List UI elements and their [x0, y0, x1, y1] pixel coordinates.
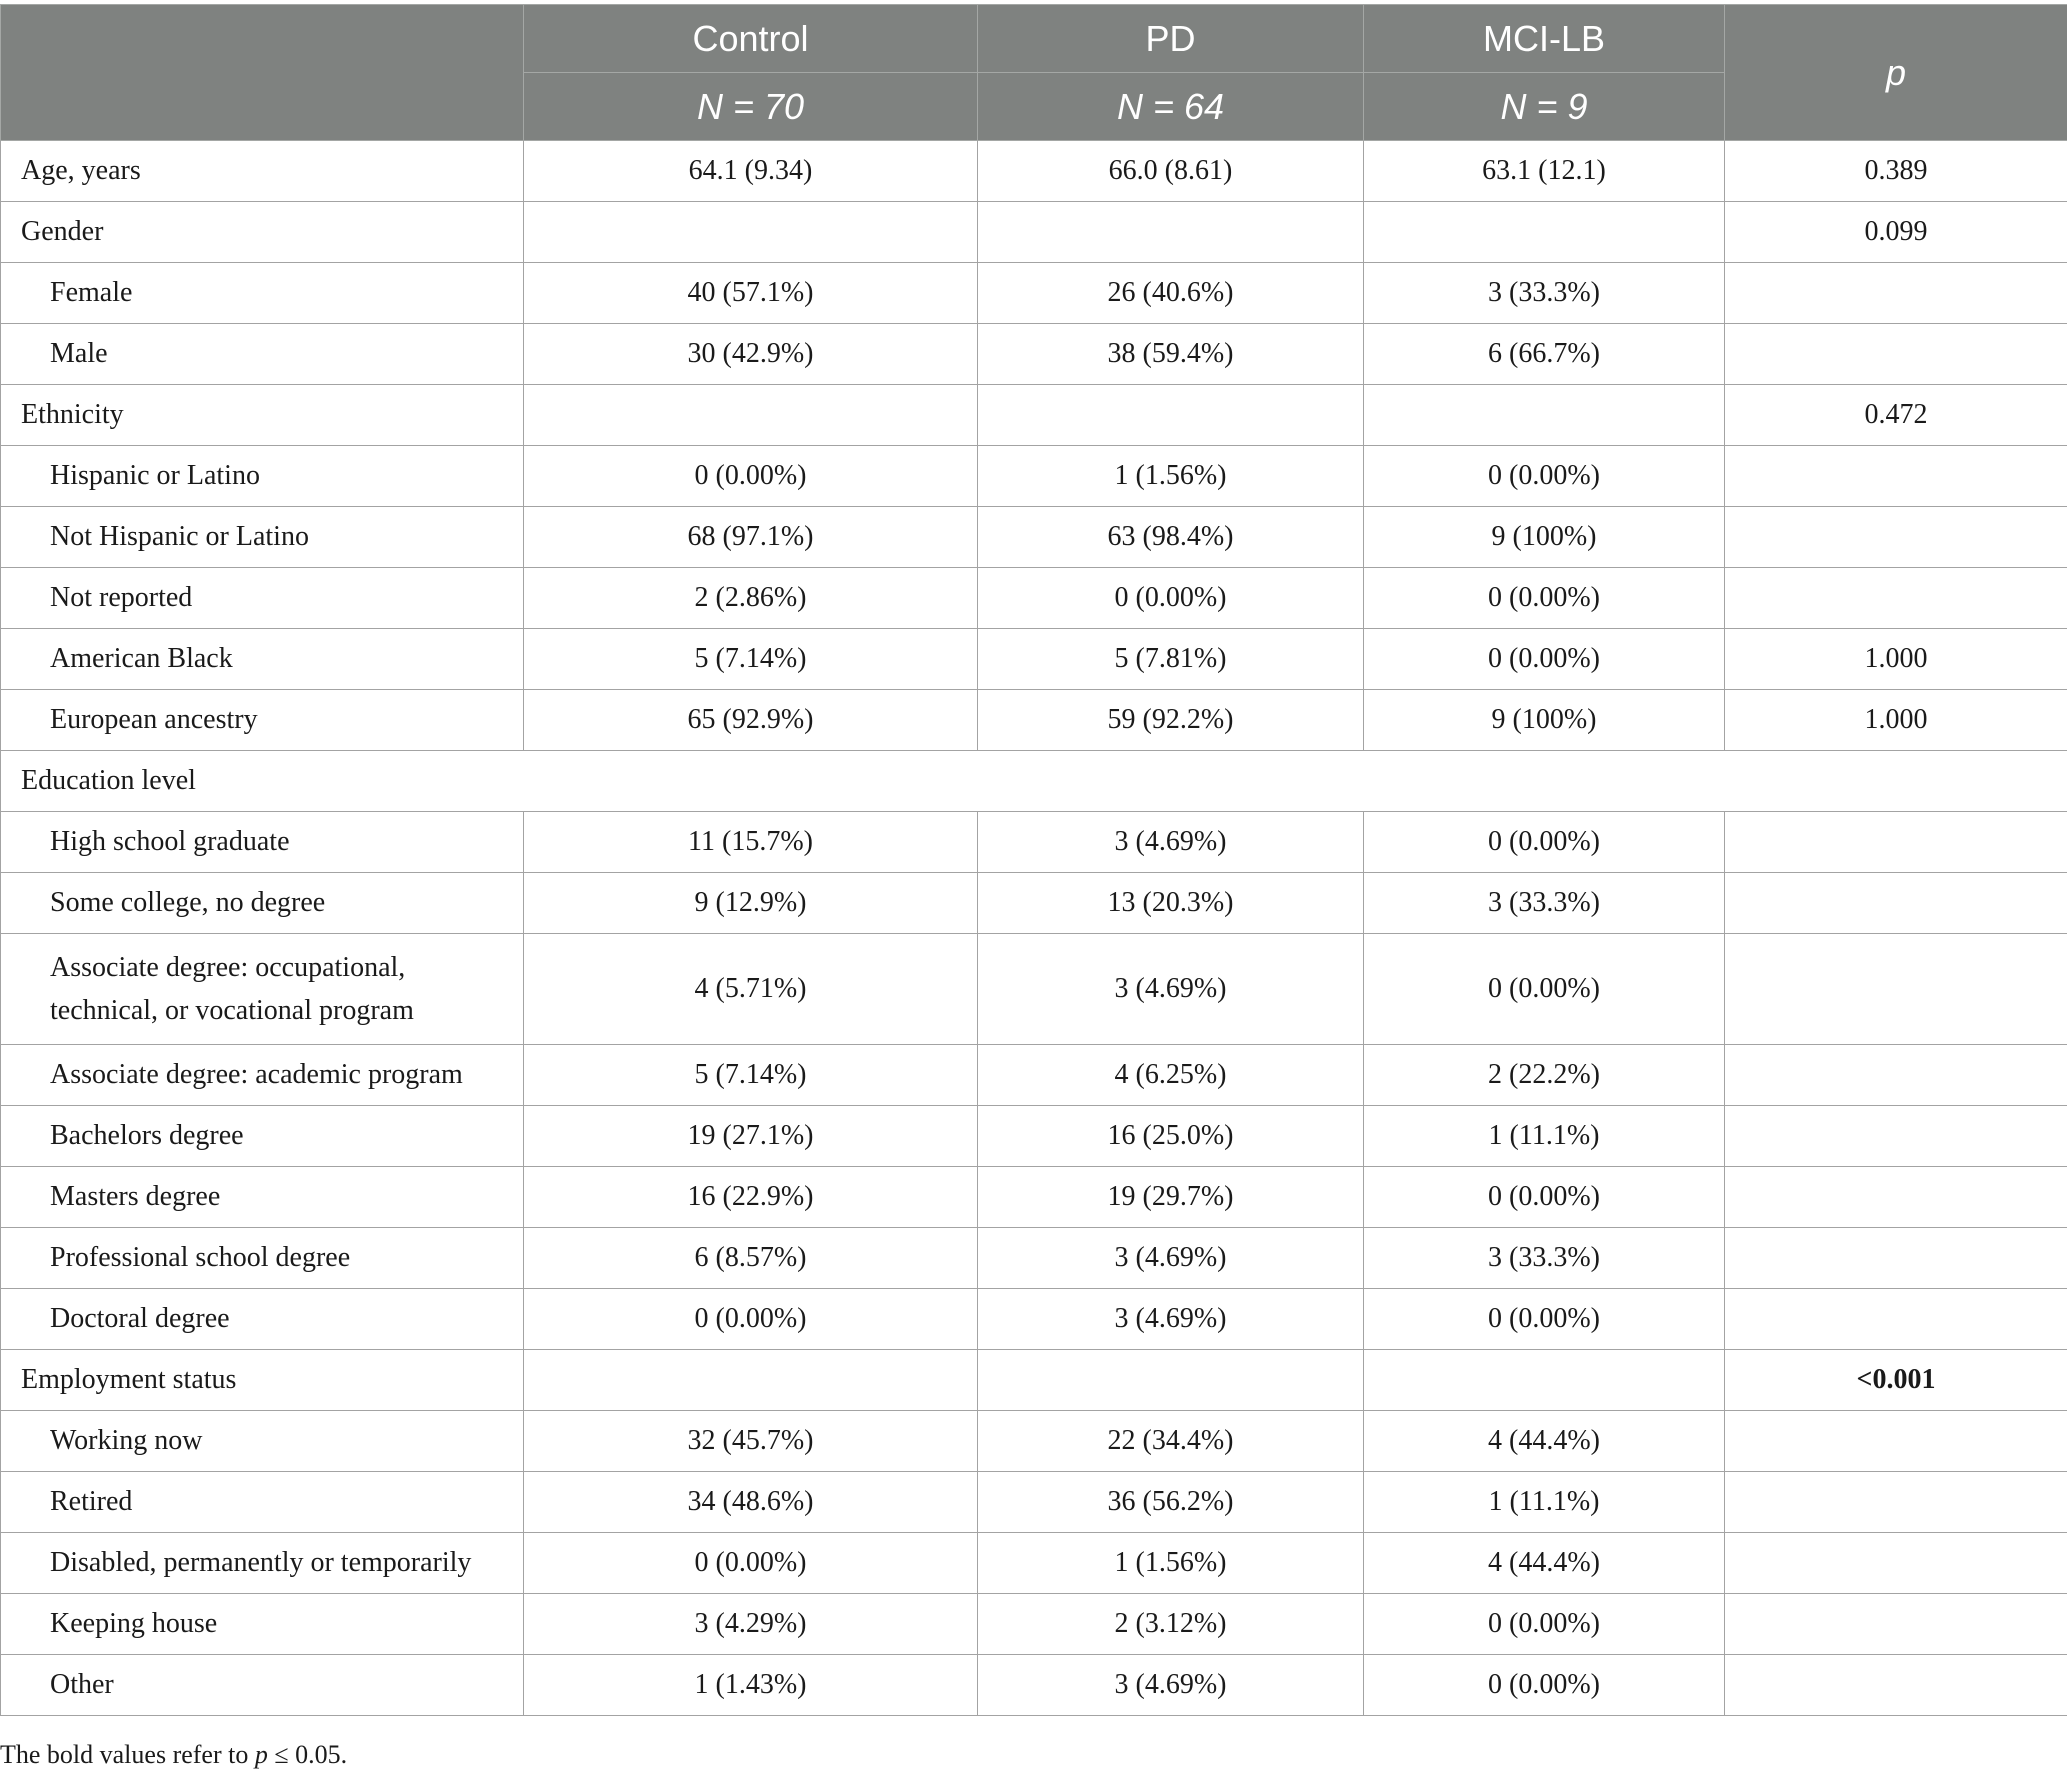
cell-control: 16 (22.9%): [524, 1167, 978, 1228]
header-corner-cell: [1, 5, 524, 141]
row-label: Professional school degree: [1, 1228, 524, 1289]
cell-control: [524, 202, 978, 263]
cell-mci-lb: 0 (0.00%): [1364, 446, 1725, 507]
header-n-pd: N = 64: [978, 73, 1364, 141]
row-label: Masters degree: [1, 1167, 524, 1228]
cell-p-value: [1725, 1411, 2067, 1472]
table-row: [1, 1472, 2067, 1533]
cell-pd: 59 (92.2%): [978, 690, 1364, 751]
cell-pd: 3 (4.69%): [978, 1655, 1364, 1716]
cell-pd: 36 (56.2%): [978, 1472, 1364, 1533]
cell-p-value: [1725, 812, 2067, 873]
table-row: [1, 263, 2067, 324]
footnote-text-end: ≤ 0.05.: [267, 1740, 348, 1769]
cell-p-value: 1.000: [1725, 629, 2067, 690]
table-row: [1, 385, 2067, 446]
table-row: [1, 507, 2067, 568]
cell-control: [524, 385, 978, 446]
table-row: [1, 141, 2067, 202]
table-row: [1, 1655, 2067, 1716]
table-row: [1, 446, 2067, 507]
cell-control: 40 (57.1%): [524, 263, 978, 324]
cell-control: 65 (92.9%): [524, 690, 978, 751]
cell-p-value: [1725, 1045, 2067, 1106]
cell-mci-lb: 0 (0.00%): [1364, 934, 1725, 1045]
cell-mci-lb: 3 (33.3%): [1364, 873, 1725, 934]
cell-pd: 63 (98.4%): [978, 507, 1364, 568]
table-row: [1, 1289, 2067, 1350]
cell-pd: [978, 385, 1364, 446]
cell-mci-lb: [1364, 385, 1725, 446]
cell-pd: [978, 1350, 1364, 1411]
table-row: [1, 1045, 2067, 1106]
row-label: Associate degree: academic program: [1, 1045, 524, 1106]
cell-mci-lb: [1364, 202, 1725, 263]
cell-p-value: <0.001: [1725, 1350, 2067, 1411]
cell-mci-lb: 0 (0.00%): [1364, 629, 1725, 690]
row-label: Education level: [1, 751, 2067, 812]
cell-control: 32 (45.7%): [524, 1411, 978, 1472]
cell-mci-lb: 63.1 (12.1): [1364, 141, 1725, 202]
row-label: [1, 934, 524, 1045]
cell-pd: 3 (4.69%): [978, 812, 1364, 873]
cell-control: 3 (4.29%): [524, 1594, 978, 1655]
cell-pd: 19 (29.7%): [978, 1167, 1364, 1228]
cell-control: 4 (5.71%): [524, 934, 978, 1045]
cell-control: 34 (48.6%): [524, 1472, 978, 1533]
cell-p-value: [1725, 1289, 2067, 1350]
cell-control: 0 (0.00%): [524, 1533, 978, 1594]
header-mci-lb: MCI-LB: [1364, 5, 1725, 73]
footnote-text-start: The bold values refer to: [0, 1740, 255, 1769]
row-label: Disabled, permanently or temporarily: [1, 1533, 524, 1594]
table-row: [1, 1106, 2067, 1167]
row-label: European ancestry: [1, 690, 524, 751]
cell-mci-lb: 4 (44.4%): [1364, 1533, 1725, 1594]
demographics-table: [0, 4, 2067, 1716]
table-row: [1, 1350, 2067, 1411]
row-label-line: technical, or vocational program: [50, 995, 414, 1026]
cell-control: 30 (42.9%): [524, 324, 978, 385]
cell-pd: 66.0 (8.61): [978, 141, 1364, 202]
row-label: American Black: [1, 629, 524, 690]
row-label: Age, years: [1, 141, 524, 202]
cell-mci-lb: [1364, 1350, 1725, 1411]
cell-pd: 0 (0.00%): [978, 568, 1364, 629]
cell-control: 68 (97.1%): [524, 507, 978, 568]
cell-p-value: [1725, 1106, 2067, 1167]
cell-pd: 3 (4.69%): [978, 1289, 1364, 1350]
table-row: [1, 324, 2067, 385]
row-label: Keeping house: [1, 1594, 524, 1655]
cell-mci-lb: 4 (44.4%): [1364, 1411, 1725, 1472]
cell-p-value: 0.472: [1725, 385, 2067, 446]
table-row: [1, 690, 2067, 751]
cell-mci-lb: 0 (0.00%): [1364, 1289, 1725, 1350]
table-row: [1, 1594, 2067, 1655]
row-label: Male: [1, 324, 524, 385]
cell-mci-lb: 0 (0.00%): [1364, 1594, 1725, 1655]
cell-p-value: [1725, 568, 2067, 629]
cell-pd: 22 (34.4%): [978, 1411, 1364, 1472]
table-row: [1, 873, 2067, 934]
table-row: [1, 1533, 2067, 1594]
cell-pd: 26 (40.6%): [978, 263, 1364, 324]
demographics-table-container: [0, 4, 2067, 1716]
cell-control: 2 (2.86%): [524, 568, 978, 629]
cell-mci-lb: 1 (11.1%): [1364, 1472, 1725, 1533]
header-n-control: N = 70: [524, 73, 978, 141]
cell-pd: 3 (4.69%): [978, 1228, 1364, 1289]
header-p-value: p: [1725, 5, 2067, 141]
row-label: Working now: [1, 1411, 524, 1472]
cell-mci-lb: 3 (33.3%): [1364, 263, 1725, 324]
header-n-mci-lb: N = 9: [1364, 73, 1725, 141]
cell-mci-lb: 0 (0.00%): [1364, 1655, 1725, 1716]
cell-control: [524, 1350, 978, 1411]
cell-pd: 16 (25.0%): [978, 1106, 1364, 1167]
cell-control: 19 (27.1%): [524, 1106, 978, 1167]
row-label: Other: [1, 1655, 524, 1716]
cell-pd: 3 (4.69%): [978, 934, 1364, 1045]
table-footnote: [0, 1740, 347, 1770]
row-label: Not Hispanic or Latino: [1, 507, 524, 568]
table-row: [1, 1411, 2067, 1472]
row-label: Gender: [1, 202, 524, 263]
row-label-line: Associate degree: occupational,: [50, 951, 406, 983]
cell-p-value: [1725, 934, 2067, 1045]
cell-control: 9 (12.9%): [524, 873, 978, 934]
cell-p-value: [1725, 1228, 2067, 1289]
cell-p-value: [1725, 1533, 2067, 1594]
cell-p-value: [1725, 1167, 2067, 1228]
cell-pd: 38 (59.4%): [978, 324, 1364, 385]
row-label: Some college, no degree: [1, 873, 524, 934]
row-label: Retired: [1, 1472, 524, 1533]
cell-p-value: [1725, 263, 2067, 324]
header-control: Control: [524, 5, 978, 73]
cell-mci-lb: 1 (11.1%): [1364, 1106, 1725, 1167]
cell-p-value: [1725, 446, 2067, 507]
row-label: Doctoral degree: [1, 1289, 524, 1350]
cell-mci-lb: 9 (100%): [1364, 690, 1725, 751]
cell-pd: 13 (20.3%): [978, 873, 1364, 934]
cell-pd: [978, 202, 1364, 263]
cell-p-value: 0.389: [1725, 141, 2067, 202]
row-label: Hispanic or Latino: [1, 446, 524, 507]
cell-p-value: [1725, 1594, 2067, 1655]
cell-pd: 4 (6.25%): [978, 1045, 1364, 1106]
row-label: Bachelors degree: [1, 1106, 524, 1167]
cell-p-value: [1725, 1655, 2067, 1716]
cell-p-value: [1725, 1472, 2067, 1533]
cell-control: 5 (7.14%): [524, 629, 978, 690]
cell-mci-lb: 3 (33.3%): [1364, 1228, 1725, 1289]
cell-p-value: 1.000: [1725, 690, 2067, 751]
cell-pd: 5 (7.81%): [978, 629, 1364, 690]
cell-mci-lb: 2 (22.2%): [1364, 1045, 1725, 1106]
cell-control: 64.1 (9.34): [524, 141, 978, 202]
cell-mci-lb: 0 (0.00%): [1364, 812, 1725, 873]
cell-mci-lb: 0 (0.00%): [1364, 1167, 1725, 1228]
cell-mci-lb: 6 (66.7%): [1364, 324, 1725, 385]
row-label: Not reported: [1, 568, 524, 629]
table-row: [1, 568, 2067, 629]
row-label: Ethnicity: [1, 385, 524, 446]
table-header: [1, 5, 2067, 141]
row-label: Employment status: [1, 1350, 524, 1411]
cell-mci-lb: 0 (0.00%): [1364, 568, 1725, 629]
cell-control: 0 (0.00%): [524, 1289, 978, 1350]
footnote-p-symbol: p: [254, 1740, 268, 1769]
cell-p-value: [1725, 324, 2067, 385]
table-row: [1, 1228, 2067, 1289]
cell-control: 0 (0.00%): [524, 446, 978, 507]
cell-p-value: [1725, 873, 2067, 934]
table-body: [1, 141, 2067, 1716]
row-label: Female: [1, 263, 524, 324]
table-row: [1, 934, 2067, 1045]
cell-control: 11 (15.7%): [524, 812, 978, 873]
table-row: [1, 1167, 2067, 1228]
table-row: [1, 812, 2067, 873]
cell-control: 1 (1.43%): [524, 1655, 978, 1716]
cell-mci-lb: 9 (100%): [1364, 507, 1725, 568]
header-pd: PD: [978, 5, 1364, 73]
cell-pd: 1 (1.56%): [978, 446, 1364, 507]
cell-p-value: [1725, 507, 2067, 568]
cell-pd: 2 (3.12%): [978, 1594, 1364, 1655]
cell-control: 6 (8.57%): [524, 1228, 978, 1289]
table-row: [1, 202, 2067, 263]
cell-pd: 1 (1.56%): [978, 1533, 1364, 1594]
cell-p-value: 0.099: [1725, 202, 2067, 263]
cell-control: 5 (7.14%): [524, 1045, 978, 1106]
table-row: [1, 751, 2067, 812]
table-row: [1, 629, 2067, 690]
row-label: High school graduate: [1, 812, 524, 873]
